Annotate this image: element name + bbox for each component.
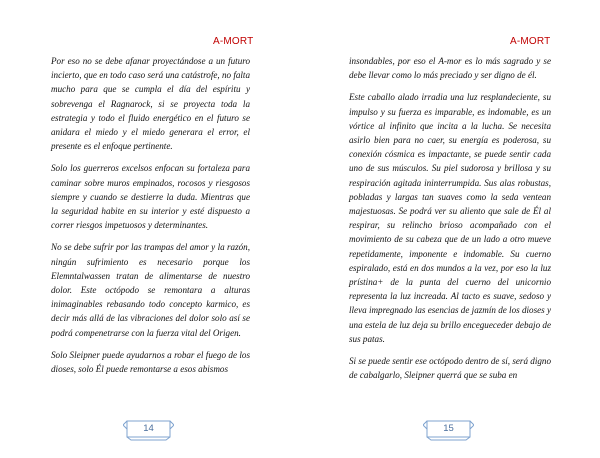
paragraph: Este caballo alado irradia una luz resplandeciente, su impulso y su fuerza es imparable, es indomable, es un vórtice al infinito que incita a la lucha. Se necesita asirlo bien para no caer, su energía es poderosa, su conexión cósmica es impactante, se puede sentir cada uno de sus músculos. Su piel sudorosa y brillosa y su respiración agitada ininterrumpida. Sus alas robustas, pobladas y largas tan suaves como la seda ventean majestuosas. Se podrá ver su aliento que sale de Él al respirar, su relincho brioso acompañado con el movimiento de su cabeza que de un lado a otro mueve repetidamente, imponente e indomable. Su cuerno espiralado, está en dos mundos a la vez, por eso la luz prístina+ de la punta del cuerno del unicornio representa la luz increada. Al tacto es suave, sedoso y lleva impregnado las esencias de jazmín de los dioses y una estela de luz deja su brillo encegueceder debajo de sus patas. <box>349 92 551 344</box>
page-number: 14 <box>143 423 154 434</box>
page-body <box>51 54 250 384</box>
page-number-box <box>423 420 474 441</box>
paragraph: Por eso no se debe afanar proyectándose a un futuro incierto, que en todo caso será una catástrofe, no falta mucho para que se cumpla el día del espíritu y sobrevenga el Ragnarock, si se proyecta toda la estrategia y todo el fluido energético en el futuro se anidara el miedo y el miedo generara el error, el presente es el enfoque pertinente. <box>51 56 250 152</box>
page-body <box>349 54 551 390</box>
page-number: 15 <box>443 423 454 434</box>
page-header: A-MORT <box>510 36 551 47</box>
paragraph: insondables, por eso el A-mor es lo más sagrado y se debe llevar como lo más preciado y ser digno de él. <box>349 56 551 81</box>
paragraph: Solo los guerreros excelsos enfocan su fortaleza para caminar sobre muros empinados, rocosos y riesgosos siempre y cuando se destierre la duda. Mientras que la seguridad habite en su interior y esté dispuesto a correr riesgos impetuosos y determinantes. <box>51 163 250 231</box>
paragraph: Solo Sleipner puede ayudarnos a robar el fuego de los dioses, solo Él puede remontarse a esos abismos <box>51 349 250 375</box>
right-page <box>300 0 600 458</box>
page-header: A-MORT <box>213 36 254 47</box>
paragraph: Si se puede sentir ese octópodo dentro de sí, será digno de cabalgarlo, Sleipner querrá que se suba en <box>349 356 551 381</box>
paragraph: No se debe sufrir por las trampas del amor y la razón, ningún sufrimiento es necesario porque los Elemntalwassen tratan de alimentarse de nuestro dolor. Este octópodo se remontara a alturas inimaginables rebasando todo concepto karmico, es decir más allá de las vibraciones del dolor solo así se podrá compenetrarse con la fuerza vital del Origen. <box>51 242 250 338</box>
page-number-box <box>123 420 174 441</box>
